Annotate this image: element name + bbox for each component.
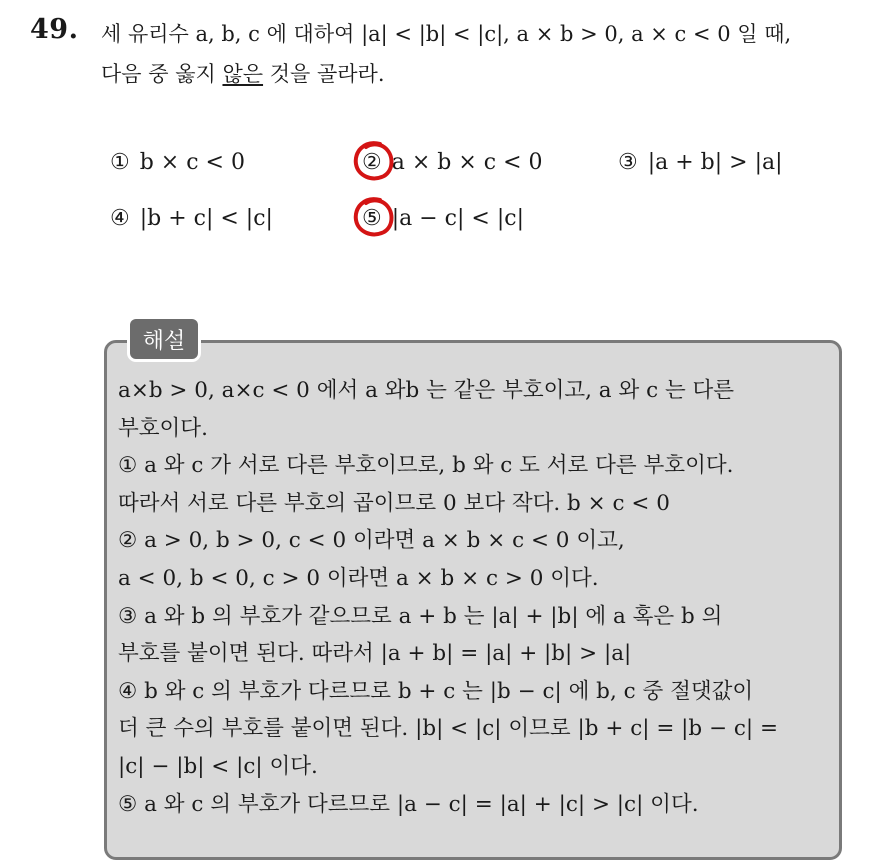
question-number: 49. (30, 14, 79, 45)
choice-3-number: ③ (618, 150, 638, 175)
choice-4[interactable] (110, 206, 273, 231)
choice-4-text: |b + c| < |c| (139, 206, 273, 231)
solution-line: a×b > 0, a×c < 0 에서 a 와b 는 같은 부호이고, a 와 c 는 다른 (118, 378, 735, 403)
solution-line: |c| − |b| < |c| 이다. (118, 753, 318, 779)
solution-line: 따라서 서로 다른 부호의 곱이므로 0 보다 작다. b × c < 0 (118, 490, 670, 516)
choice-5-text: |a − c| < |c| (391, 206, 524, 231)
question-emphasis-not: 않은 (222, 62, 264, 86)
choice-3[interactable] (618, 150, 783, 175)
choice-2-text: a × b × c < 0 (391, 150, 543, 175)
question-text (101, 14, 871, 94)
solution-text (118, 372, 838, 823)
choice-2-number: ② (362, 150, 382, 175)
choice-1[interactable] (110, 150, 245, 175)
choice-5[interactable] (362, 206, 524, 231)
solution-line: 더 큰 수의 부호를 붙이면 된다. |b| < |c| 이므로 |b + c| = |b − c| = (118, 716, 778, 742)
solution-line: ⑤ a 와 c 의 부호가 다르므로 |a − c| = |a| + |c| > |c| 이다. (118, 791, 699, 817)
choice-5-number: ⑤ (362, 206, 382, 231)
choice-2[interactable] (362, 150, 543, 175)
solution-line: ① a 와 c 가 서로 다른 부호이므로, b 와 c 도 서로 다른 부호이다. (118, 453, 734, 479)
question-line-2 (101, 54, 871, 94)
solution-line: a < 0, b < 0, c > 0 이라면 a × b × c > 0 이다. (118, 565, 599, 591)
solution-line: ③ a 와 b 의 부호가 같으므로 a + b 는 |a| + |b| 에 a 혹은 b 의 (118, 603, 723, 629)
solution-line: 부호를 붙이면 된다. 따라서 |a + b| = |a| + |b| > |a| (118, 641, 632, 667)
solution-line: 부호이다. (118, 415, 208, 441)
choice-1-number: ① (110, 150, 130, 175)
solution-line: ④ b 와 c 의 부호가 다르므로 b + c 는 |b − c| 에 b, c 중 절댓값이 (118, 678, 754, 704)
choice-4-number: ④ (110, 206, 130, 231)
question-line-2-start: 다음 중 옳지 (101, 62, 223, 86)
solution-label: 해설 (130, 319, 198, 359)
question-line-2-end: 것을 골라라. (263, 62, 385, 86)
question-line-1: 세 유리수 a, b, c 에 대하여 |a| < |b| < |c|, a × b > 0, a × c < 0 일 때, (101, 22, 792, 46)
choice-1-text: b × c < 0 (139, 150, 245, 175)
solution-line: ② a > 0, b > 0, c < 0 이라면 a × b × c < 0 이고, (118, 528, 625, 554)
choice-3-text: |a + b| > |a| (647, 150, 783, 175)
